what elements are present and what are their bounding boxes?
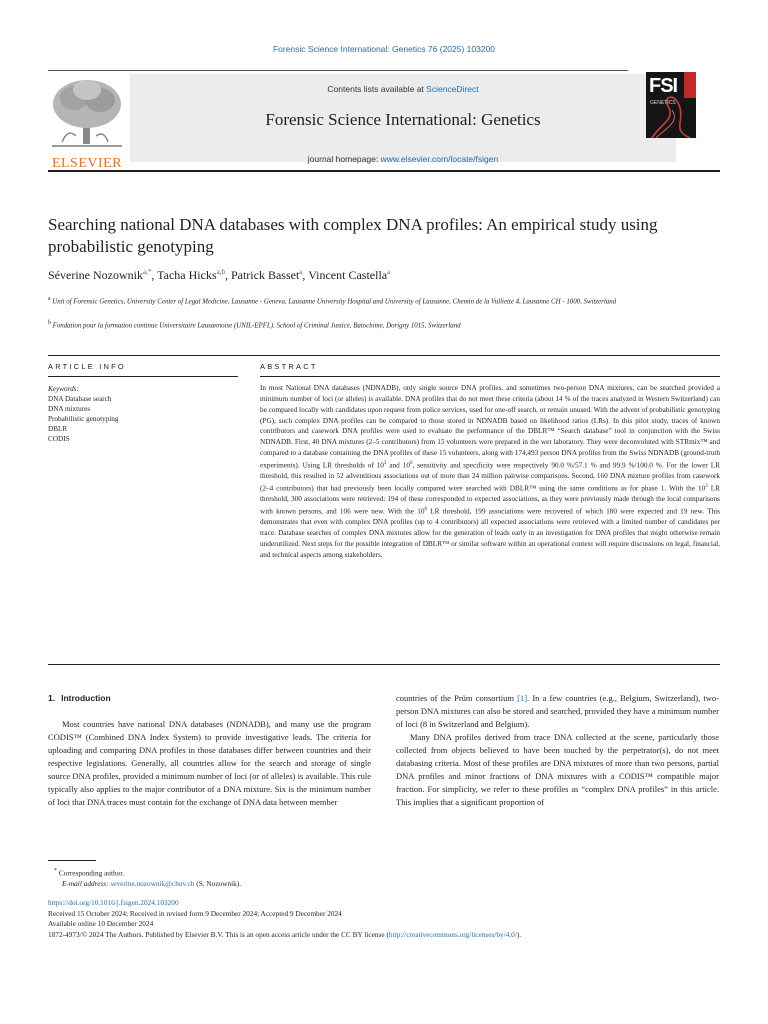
body-fragment: . In a few countries (e.g., Belgium, Switzerland), two-person DNA mixtures can also be stored and searched, provided they have a minimum number of loci (8 in Switzerland and Belgium). <box>396 693 719 729</box>
reference-link[interactable]: [1] <box>517 693 528 703</box>
exponent: 6 <box>409 460 413 466</box>
affiliation-mark: b <box>48 320 51 326</box>
abstract-fragment: LR threshold, 199 associations were recovered of which 180 were expected and 19 new. This demonstrates that even with complex DNA profiles (up to 4 contributors) all expected associations were retrieved with a limited number of candidates per trace. Database searches of complex DNA mixtures allow for the generation of leads early in an investigation for DNA profiles that might otherwise remain underutilized. Next steps for the possible integration of DBLR™ or similar software within an operational context will require discussions on legal, financial, and technical aspects among stakeholders. <box>260 507 720 559</box>
body-paragraph <box>396 692 719 731</box>
email-suffix: (S. Nozownik). <box>194 879 242 889</box>
keyword-item: DNA Database search <box>48 395 112 403</box>
keyword-item: CODIS <box>48 435 70 443</box>
author-name[interactable]: Séverine Nozownik <box>48 268 143 282</box>
journal-title: Forensic Science International: Genetics <box>265 110 541 129</box>
email-label: E-mail address: <box>62 879 111 889</box>
license-line <box>48 930 738 941</box>
publication-info <box>48 898 738 940</box>
keywords-block <box>48 384 238 444</box>
journal-cover[interactable] <box>646 72 696 138</box>
body-fragment: countries of the Prüm consortium <box>396 693 518 703</box>
corresponding-author-note <box>48 866 720 878</box>
section-divider <box>48 355 720 356</box>
homepage-prefix: journal homepage: <box>307 154 381 164</box>
body-column-left <box>48 692 371 809</box>
abstract-rule <box>260 376 720 377</box>
section-heading-introduction <box>48 692 371 705</box>
license-text: ). <box>516 929 522 939</box>
footnote-rule <box>48 860 96 861</box>
abstract-fragment: and 10 <box>386 461 410 470</box>
cover-title: FSI <box>649 75 678 97</box>
online-date: Available online 10 December 2024 <box>48 919 154 928</box>
masthead-top-rule <box>48 70 628 71</box>
author-affiliation-mark[interactable]: a,b <box>216 268 225 276</box>
keyword-item: DBLR <box>48 425 68 433</box>
email-link[interactable]: severine.nozownik@chuv.ch <box>110 879 195 889</box>
doi-link[interactable]: https://doi.org/10.1016/j.fsigen.2024.103200 <box>48 898 179 907</box>
cover-subtitle: GENETICS <box>650 100 676 106</box>
article-info-heading: ARTICLE INFO <box>48 362 126 371</box>
author-affiliation-mark[interactable]: a <box>299 268 303 276</box>
section-title: Introduction <box>61 693 111 703</box>
keywords-label: Keywords: <box>48 385 79 393</box>
affiliation-mark: a <box>48 296 51 302</box>
contents-line <box>130 84 676 94</box>
email-note <box>48 878 720 889</box>
abstract-fragment: In most National DNA databases (NDNADB), only single source DNA profiles, and sometimes two-person DNA mixtures, can be searched provided a minimum number of loci (or alleles) is available. DNA profiles that do not meet these criteria (about 14 % of the traces analyzed in Western Switzerland) can be compared locally with candidates upon request from police services, used for one-off search, or remain unused. With the advent of probabilistic genotyping (PG), such complex DNA profiles can be compared to those stored in NDNADB based on likelihood ratios (LRs). In this pilot study, traces of known contributors and casework DNA profiles were used to evaluate the performance of the DBLR™ “Search database” tool in conjunction with the Swiss NDNADB. First, 40 DNA mixtures (2–5 contributors) from 15 volunteers were prepared in the wet laboratory. They were deconvoluted with STRmix™ and compared to a database containing the DNA profiles of these 15 volunteers, along with 174,493 person DNA profiles from the Swiss NDNADB (ground-truth experiments). Using LR thresholds of 10 <box>260 384 720 470</box>
author-name[interactable]: Vincent Castella <box>308 268 388 282</box>
keyword-item: Probabilistic genotyping <box>48 415 119 423</box>
author-affiliation-mark[interactable]: a,* <box>142 268 152 276</box>
elsevier-tree-logo[interactable] <box>48 76 126 171</box>
exponent: 3 <box>705 484 708 489</box>
keyword-item: DNA mixtures <box>48 405 91 413</box>
author-affiliation-mark[interactable]: a <box>387 268 391 276</box>
abstract-heading: ABSTRACT <box>260 362 318 371</box>
author-list <box>48 268 720 283</box>
homepage-line <box>130 154 676 164</box>
license-link[interactable]: http://creativecommons.org/licenses/by/4.0/ <box>388 929 517 939</box>
section-number: 1. <box>48 693 56 703</box>
tree-icon <box>48 76 126 152</box>
contents-prefix: Contents lists available at <box>327 84 427 94</box>
article-info-rule <box>48 376 238 377</box>
masthead <box>48 70 720 170</box>
author-name[interactable]: Patrick Basset <box>230 268 300 282</box>
masthead-bottom-rule <box>48 170 720 172</box>
abstract-bottom-rule <box>48 664 720 665</box>
footnote-text: Corresponding author. <box>57 868 125 878</box>
elsevier-wordmark: ELSEVIER <box>51 156 123 171</box>
affiliation-text: Unit of Forensic Genetics, University Center of Legal Medicine, Lausanne - Geneva, Lausanne University Hospital and University of Lausanne, Chemin de la Vulliette 4, Lausanne CH - 1000, Switzerland <box>52 298 617 306</box>
abstract-text <box>260 383 720 561</box>
article-title: Searching national DNA databases with complex DNA profiles: An empirical study using probabilistic genotyping <box>48 215 658 256</box>
abstract-fragment: LR threshold, 300 associations were retrieved: 194 of these corresponded to expected associations, as they were previously made through the local comparisons with known persons, and 106 were new. With the 10 <box>260 484 721 516</box>
footnote-mark: * <box>54 868 58 874</box>
abstract-fragment: , sensitivity and specificity were respectively 90.0 %/57.1 % and 99.9 %/100.0 %. For the lower LR threshold, this resulted in 52 adventitious associations out of more than 24 million pairwise comparisons. Second, 160 DNA mixture profiles from casework (2–4 contributors) that had previously been locally compared were searched with DBLR™ using the same conditions as for phase 1. With the 10 <box>260 461 720 493</box>
author-separator: , <box>224 268 231 282</box>
license-text: 1872-4973/© 2024 The Authors. Published by Elsevier B.V. This is an open access article under the CC BY license ( <box>48 929 389 939</box>
sciencedirect-link[interactable]: ScienceDirect <box>426 84 479 94</box>
body-paragraph: Many DNA profiles derived from trace DNA collected at the scene, particularly those collected from objects believed to have been touched by the perpetrator(s), do not meet databasing criteria. Most of these profiles are DNA mixtures of more than two persons, partial DNA profiles and minor fractions of DNA mixtures with a CODIS™ compatible major fraction. For simplicity, we refer to these profiles as “complex DNA profiles” in this article. This implies that a significant proportion of <box>396 732 719 807</box>
journal-reference[interactable]: Forensic Science International: Genetics 76 (2025) 103200 <box>272 44 496 54</box>
body-paragraph: Most countries have national DNA databases (NDNADB), and many use the program CODIS™ (Combined DNA Index System) to provide investigative leads. The criteria for uploading and comparing DNA profiles in those databases differ between countries and their respective legislations. Generally, all countries allow for the search and storage of single source DNA profiles, provided a minimum number of loci (or of alleles) is available. This rule typically also applies to the major contributor of a DNA mixture. Six is the minimum number of loci that DNA traces must contain for the exchange of DNA data between member <box>48 719 371 807</box>
exponent: 3 <box>383 460 387 466</box>
exponent: 6 <box>424 507 427 513</box>
footnotes <box>48 866 720 889</box>
author-name[interactable]: Tacha Hicks <box>157 268 217 282</box>
body-column-right <box>396 692 719 809</box>
affiliation-b <box>48 318 720 331</box>
affiliation-a <box>48 294 720 307</box>
affiliation-text: Fondation pour la formation continue Universitaire Lausannoise (UNIL-EPFL), School of Criminal Justice, Batochime, Dorigny 1015, Switzerland <box>52 322 461 330</box>
author-separator: , <box>302 268 309 282</box>
homepage-link[interactable]: www.elsevier.com/locate/fsigen <box>380 154 499 164</box>
masthead-box <box>130 74 676 162</box>
author-separator: , <box>151 268 158 282</box>
received-dates: Received 15 October 2024; Received in revised form 9 December 2024; Accepted 9 December 2024 <box>48 908 342 918</box>
